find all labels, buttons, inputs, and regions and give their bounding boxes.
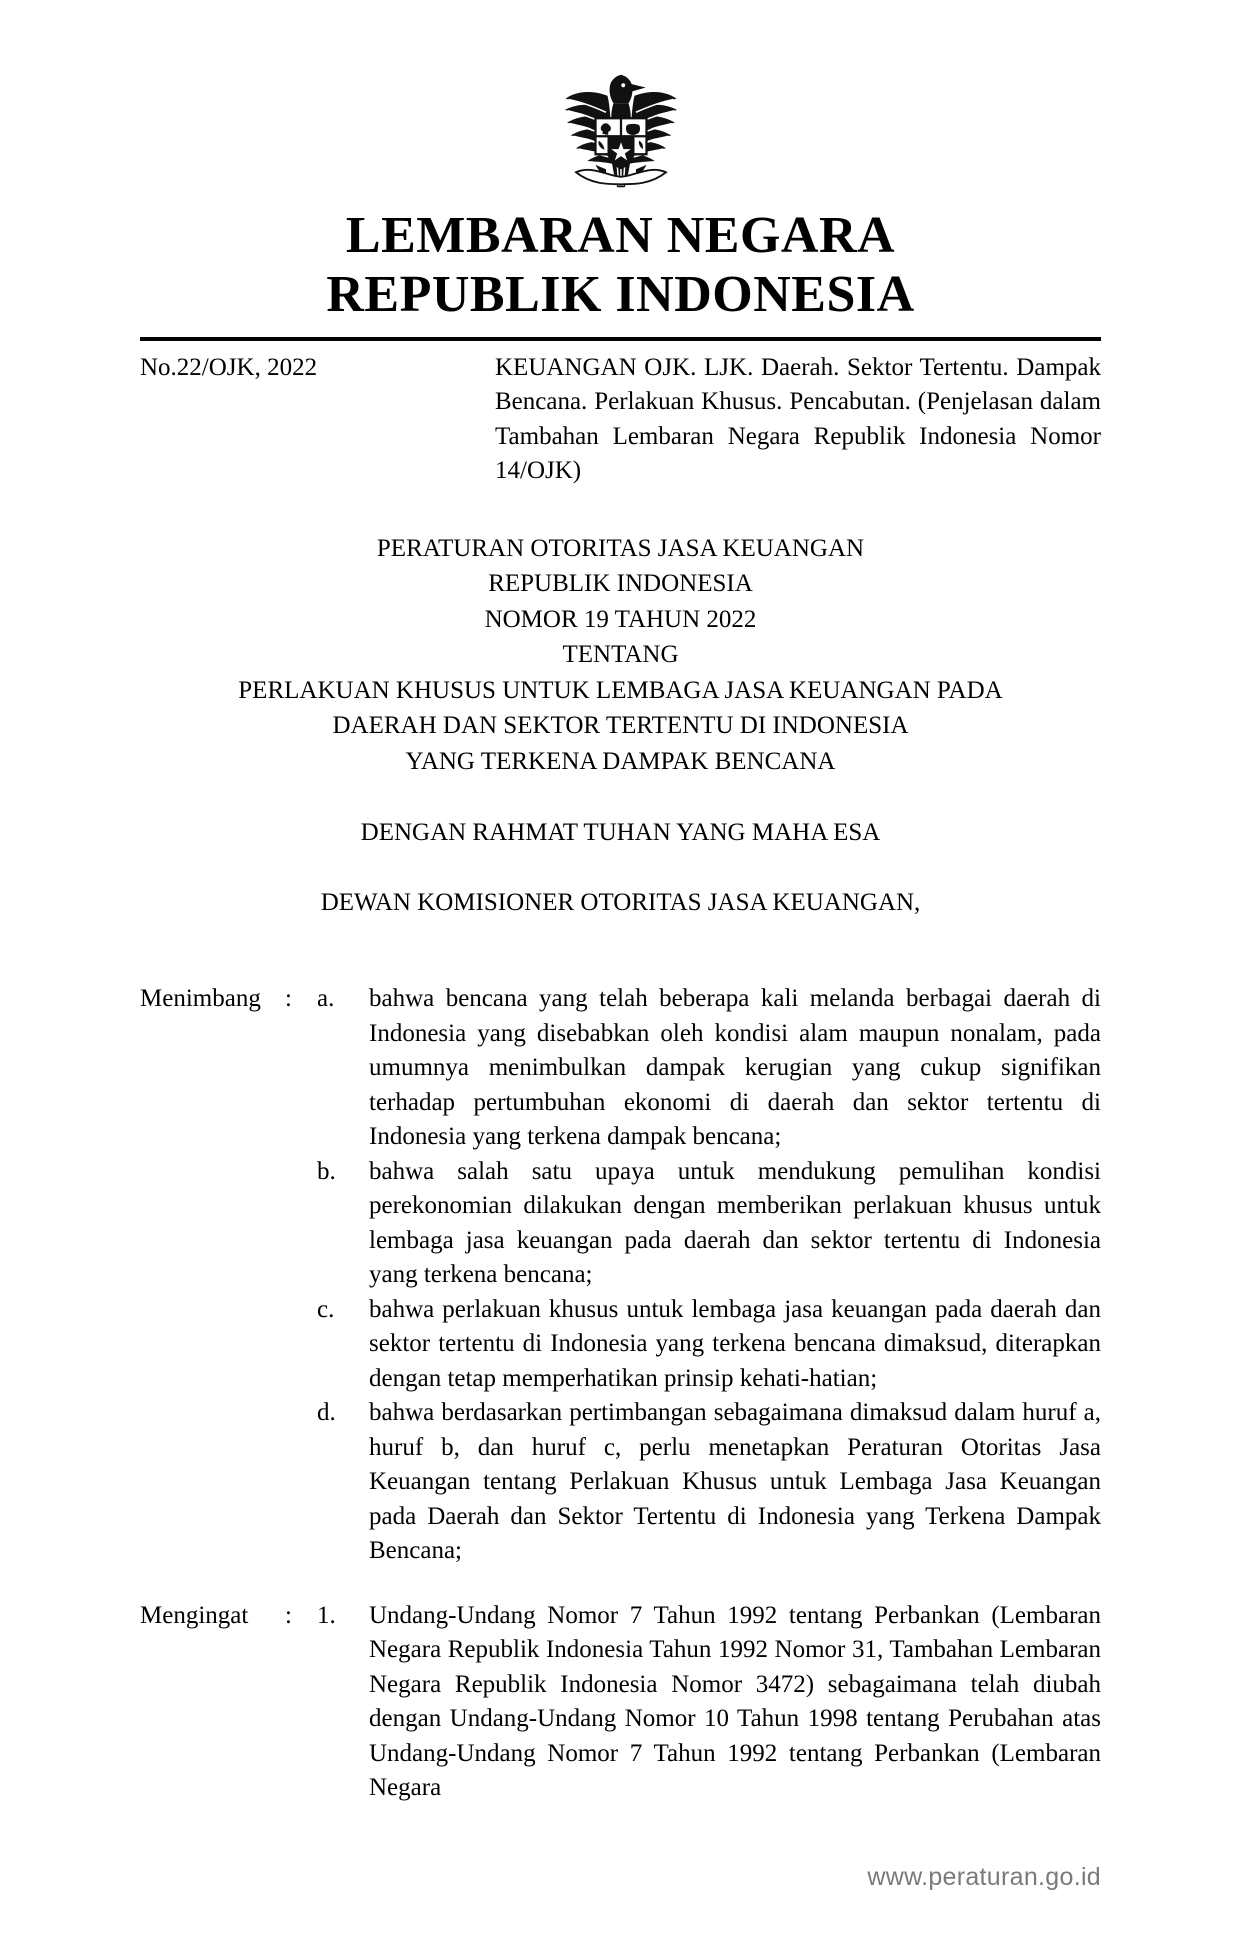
- clause-marker: b.: [317, 1157, 336, 1185]
- title-line: REPUBLIK INDONESIA: [488, 570, 753, 597]
- clause-item: [140, 1155, 1101, 1293]
- clause-marker: a.: [317, 985, 335, 1012]
- clause-item: [140, 1396, 1101, 1569]
- clause-colon: :: [285, 1601, 292, 1629]
- masthead-line-2: REPUBLIK INDONESIA: [326, 265, 915, 323]
- clause-marker: d.: [317, 1399, 336, 1426]
- clause-sections: [140, 982, 1101, 1806]
- gazette-number: No.22/OJK, 2022: [140, 353, 318, 381]
- clause-text: Undang-Undang Nomor 7 Tahun 1992 tentang Perbankan (Lembaran Negara Republik Indonesia Tahun 1992 Nomor 31, Tambahan Lembaran Negara Republik Indonesia Nomor 3472) sebagaimana telah diubah dengan Undang-Undang Nomor 10 Tahun 1998 tentang Perubahan atas Undang-Undang Nomor 7 Tahun 1992 tentang Perbankan (Lembaran Negara: [369, 1601, 1101, 1801]
- clause-item: [140, 1293, 1101, 1397]
- title-line: YANG TERKENA DAMPAK BENCANA: [405, 747, 836, 775]
- title-line: TENTANG: [562, 641, 679, 668]
- clause-item: [140, 982, 1101, 1155]
- clause-label: Mengingat: [140, 1601, 249, 1629]
- footer-watermark: www.peraturan.go.id: [867, 1863, 1101, 1891]
- issuer-line: DEWAN KOMISIONER OTORITAS JASA KEUANGAN,: [320, 888, 921, 916]
- title-line: PERLAKUAN KHUSUS UNTUK LEMBAGA JASA KEUANGAN PADA: [238, 676, 1003, 704]
- gazette-keywords: KEUANGAN OJK. LJK. Daerah. Sektor Tertentu. Dampak Bencana. Perlakuan Khusus. Pencabutan. (Penjelasan dalam Tambahan Lembaran Negara Republik Indonesia Nomor 14/OJK): [495, 353, 1101, 484]
- invocation-line: DENGAN RAHMAT TUHAN YANG MAHA ESA: [360, 819, 881, 846]
- emblem-container: [140, 0, 1101, 195]
- clause-section-menimbang: [140, 982, 1101, 1569]
- clause-text: bahwa perlakuan khusus untuk lembaga jasa keuangan pada daerah dan sektor tertentu di Indonesia yang terkena bencana dimaksud, diterapkan dengan tetap memperhatikan prinsip kehati-hatian;: [369, 1295, 1101, 1392]
- clause-text: bahwa berdasarkan pertimbangan sebagaimana dimaksud dalam huruf a, huruf b, dan huruf c, perlu menetapkan Peraturan Otoritas Jasa Keuangan tentang Perlakuan Khusus untuk Lembaga Jasa Keuangan pada Daerah dan Sektor Tertentu di Indonesia yang Terkena Dampak Bencana;: [369, 1399, 1101, 1564]
- masthead-line-1: LEMBARAN NEGARA: [345, 207, 896, 264]
- garuda-pancasila-emblem: [546, 52, 696, 195]
- clause-section-mengingat: [140, 1599, 1101, 1806]
- clause-text: bahwa salah satu upaya untuk mendukung pemulihan kondisi perekonomian dilakukan dengan memberikan perlakuan khusus untuk lembaga jasa keuangan pada daerah dan sektor tertentu di Indonesia yang terkena bencana;: [369, 1157, 1101, 1288]
- title-line: PERATURAN OTORITAS JASA KEUANGAN: [376, 534, 865, 562]
- masthead: [140, 207, 1101, 325]
- clause-colon: :: [285, 985, 292, 1012]
- masthead-divider: [140, 337, 1101, 341]
- title-line: NOMOR 19 TAHUN 2022: [484, 605, 757, 633]
- clause-item: [140, 1599, 1101, 1806]
- clause-marker: c.: [317, 1295, 335, 1323]
- regulation-title-block: [140, 531, 1101, 780]
- gazette-header: [140, 351, 1101, 489]
- clause-label: Menimbang: [140, 985, 261, 1012]
- clause-text: bahwa bencana yang telah beberapa kali melanda berbagai daerah di Indonesia yang disebabkan oleh kondisi alam maupun nonalam, pada umumnya menimbulkan dampak kerugian yang cukup signifikan terhadap pertumbuhan ekonomi di daerah dan sektor tertentu di Indonesia yang terkena dampak bencana;: [369, 985, 1101, 1150]
- title-line: DAERAH DAN SEKTOR TERTENTU DI INDONESIA: [332, 712, 909, 739]
- clause-marker: 1.: [317, 1601, 336, 1629]
